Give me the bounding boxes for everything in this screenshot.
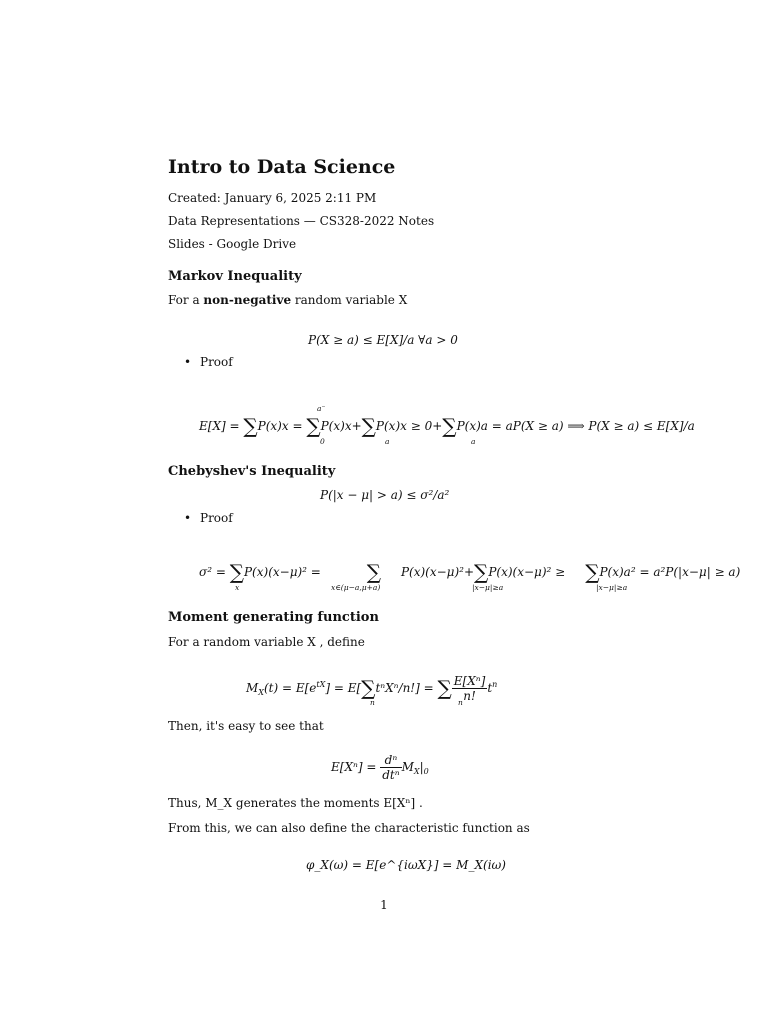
mgf-limit-n: n — [458, 698, 463, 707]
markov-proof-t1: P(x)x = — [257, 419, 303, 433]
markov-proof-lhs: E[X] = — [199, 419, 240, 433]
moment-lhs: E[Xⁿ] = — [331, 760, 377, 774]
markov-heading: Markov Inequality — [168, 269, 302, 284]
markov-proof-equation — [199, 414, 695, 438]
sum-symbol: ∑ — [243, 414, 258, 438]
chebyshev-limit-interval: x∈(μ−a,μ+a) — [331, 583, 381, 592]
sum-symbol: ∑ — [366, 560, 381, 584]
chebyshev-limit-x: x — [235, 583, 240, 592]
chebyshev-proof-bullet — [186, 511, 233, 525]
markov-proof-t4: P(x)a = aP(X ≥ a) ⟹ P(X ≥ a) ≤ E[X]/a — [456, 419, 695, 433]
mgf-def-mid: (t) = E[e — [264, 681, 317, 695]
mgf-definition: $M_X(t) = E[e^{tX}] = E[\sum t^nX^n/n!]$ = ∑ $\frac{\text{E[Xⁿ]}}{n!}$ $t^n$ — [246, 674, 498, 703]
chebyshev-proof-lhs: σ² = — [199, 565, 226, 579]
moment-fraction-den: dtⁿ — [382, 768, 400, 782]
created-timestamp: Created: January 6, 2025 2:11 PM — [168, 191, 377, 205]
chebyshev-proof-label: Proof — [200, 511, 233, 525]
moment-fraction-num: dⁿ — [380, 753, 401, 768]
sum-symbol: ∑ — [361, 676, 376, 700]
markov-proof-t2: P(x)x+ — [320, 419, 362, 433]
page-number: 1 — [380, 898, 388, 912]
moment-fraction — [380, 753, 401, 782]
chebyshev-proof-t4: P(x)a² = a²P(|x−μ| ≥ a) — [599, 565, 741, 579]
sum-symbol: ∑ — [442, 414, 457, 438]
chebyshev-limit-abs: |x−μ|≥a — [596, 583, 628, 592]
markov-proof-t3: P(x)x ≥ 0+ — [375, 419, 443, 433]
sum-symbol: ∑ — [306, 414, 321, 438]
mgf-fraction-den: n! — [463, 689, 476, 703]
markov-statement: P(X ≥ a) ≤ E[X]/a ∀a > 0 — [308, 333, 458, 347]
mgf-intro: For a random variable X , define — [168, 635, 365, 649]
moment-rhs: M — [401, 760, 414, 774]
sum-symbol: ∑ — [585, 560, 600, 584]
markov-intro-prefix: For a — [168, 293, 204, 307]
moment-equation: E[Xⁿ] = $\frac{\text{dⁿ}}{\text{dtⁿ}}$ $M_X|_0$ — [331, 753, 429, 782]
chebyshev-proof-equation — [199, 560, 740, 584]
page-title: Intro to Data Science — [168, 156, 396, 178]
data-representations-link[interactable]: Data Representations — CS328-2022 Notes — [168, 214, 435, 228]
slides-link[interactable]: Slides - Google Drive — [168, 237, 297, 251]
chebyshev-limit-abs: |x−μ|≥a — [472, 583, 504, 592]
mgf-def-mid2: ] = E[ — [325, 681, 362, 695]
mgf-fraction-num: E[Xⁿ] — [453, 674, 486, 688]
markov-limit-lower-a: a — [471, 437, 476, 446]
mgf-def-sum-term: tⁿXⁿ/n!] = — [375, 681, 434, 695]
mgf-def-lhs: M — [246, 681, 259, 695]
markov-proof-bullet — [186, 355, 233, 369]
markov-intro — [168, 293, 407, 307]
mgf-limit-n: n — [370, 698, 375, 707]
characteristic-function: φ_X(ω) = E[e^{iωX}] = M_X(iω) — [306, 858, 506, 872]
mgf-heading: Moment generating function — [168, 610, 379, 625]
thus-text: Thus, M_X generates the moments E[Xⁿ] . — [168, 796, 423, 810]
sum-symbol: ∑ — [229, 560, 244, 584]
chebyshev-heading: Chebyshev's Inequality — [168, 464, 336, 479]
chebyshev-statement: P(|x − μ| > a) ≤ σ²/a² — [320, 488, 450, 502]
markov-intro-suffix: random variable X — [291, 293, 408, 307]
markov-proof-label: Proof — [200, 355, 233, 369]
sum-symbol: ∑ — [474, 560, 489, 584]
sum-symbol: ∑ — [361, 414, 376, 438]
markov-limit-lower-0: 0 — [320, 437, 325, 446]
from-this-text: From this, we can also define the characteristic function as — [168, 821, 530, 835]
sum-symbol: ∑ — [437, 676, 452, 700]
chebyshev-proof-t2: P(x)(x−μ)²+ — [400, 565, 475, 579]
then-text: Then, it's easy to see that — [168, 719, 324, 733]
markov-intro-bold: non-negative — [203, 293, 292, 307]
chebyshev-proof-t3: P(x)(x−μ)² ≥ — [488, 565, 566, 579]
markov-limit-upper: a⁻ — [317, 404, 326, 413]
chebyshev-proof-t1: P(x)(x−μ)² = — [243, 565, 321, 579]
markov-limit-lower-a: a — [385, 437, 390, 446]
